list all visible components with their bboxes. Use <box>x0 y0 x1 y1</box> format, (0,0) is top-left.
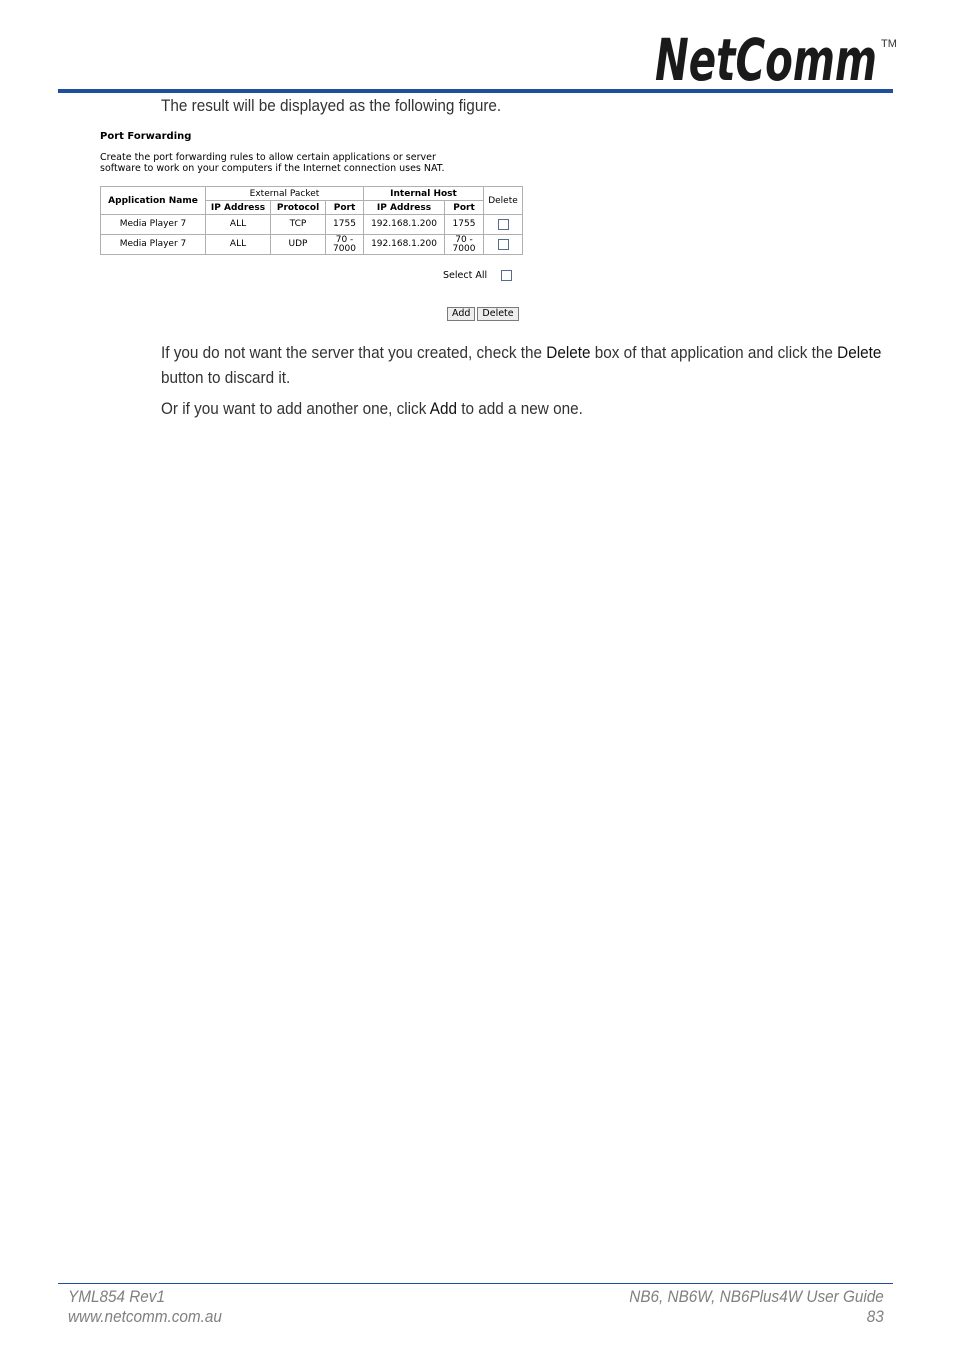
delete-instructions: If you do not want the server that you created, check the Delete box of that application and click the Delete button to discard it. <box>161 343 882 387</box>
intro-text: The result will be displayed as the following figure. <box>161 96 502 115</box>
logo-trademark: TM <box>881 38 897 50</box>
col-int-port: Port <box>445 201 484 215</box>
col-delete: Delete <box>484 187 523 215</box>
delete-button[interactable]: Delete <box>477 307 518 321</box>
delete-checkbox[interactable] <box>498 219 509 230</box>
port-forwarding-title: Port Forwarding <box>100 131 192 142</box>
page-number: 83 <box>866 1307 884 1326</box>
logo-text: NetComm <box>655 28 877 86</box>
col-int-ip: IP Address <box>364 201 445 215</box>
col-ext-ip: IP Address <box>206 201 271 215</box>
port-forwarding-table <box>100 186 523 255</box>
add-button[interactable]: Add <box>447 307 475 321</box>
table-row: Media Player 7 ALL TCP 1755 192.168.1.200 1755 <box>101 215 523 235</box>
button-row <box>447 307 521 321</box>
delete-checkbox[interactable] <box>498 239 509 250</box>
footer-rule <box>58 1283 893 1284</box>
port-forwarding-description: Create the port forwarding rules to allow certain applications or server software to work on your computers if the Internet connection uses NAT. <box>100 152 445 174</box>
guide-title: NB6, NB6W, NB6Plus4W User Guide <box>629 1287 884 1306</box>
website: www.netcomm.com.au <box>68 1307 222 1326</box>
doc-id: YML854 Rev1 <box>68 1287 165 1306</box>
footer-left <box>68 1287 222 1327</box>
col-external-packet: External Packet <box>206 187 364 201</box>
netcomm-logo <box>655 28 900 86</box>
col-internal-host: Internal Host <box>364 187 484 201</box>
col-application-name: Application Name <box>101 187 206 215</box>
col-protocol: Protocol <box>271 201 326 215</box>
select-all <box>443 270 512 281</box>
header-rule <box>58 89 893 93</box>
select-all-label: Select All <box>443 270 488 281</box>
table-row: Media Player 7 ALL UDP 70 - 7000 192.168.1.200 70 - 7000 <box>101 235 523 255</box>
col-ext-port: Port <box>326 201 364 215</box>
footer-right <box>629 1287 884 1327</box>
select-all-checkbox[interactable] <box>501 270 512 281</box>
add-instructions: Or if you want to add another one, click Add to add a new one. <box>161 399 583 418</box>
